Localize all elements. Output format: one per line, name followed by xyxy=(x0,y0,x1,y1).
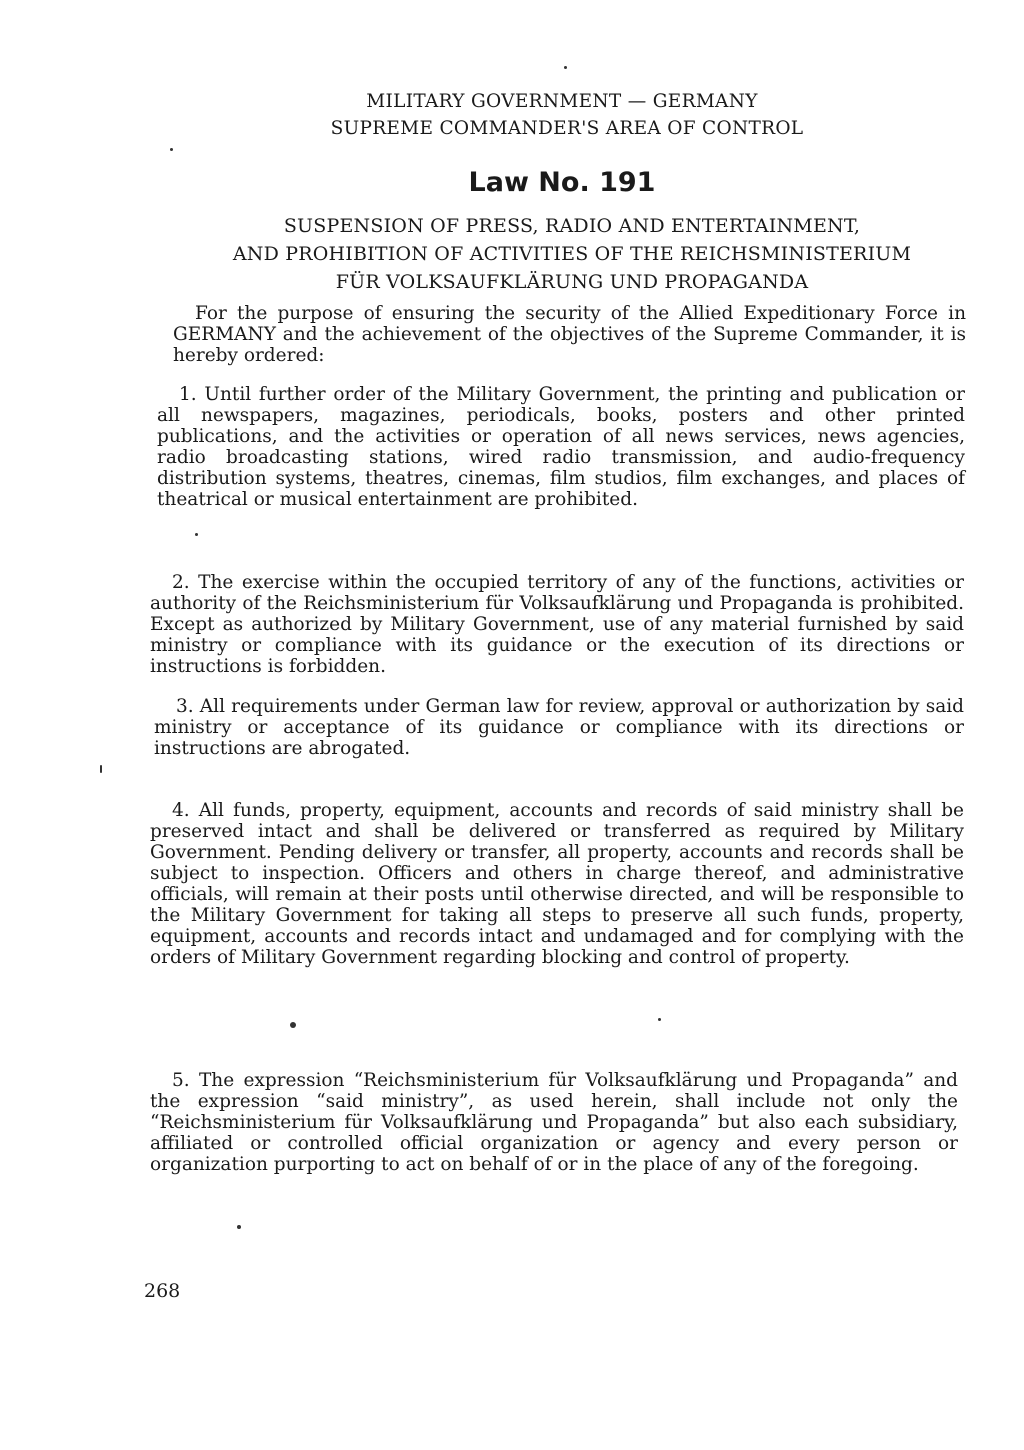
subtitle-line-1: SUSPENSION OF PRESS, RADIO AND ENTERTAINMENT, xyxy=(283,215,861,237)
header-line-2: SUPREME COMMANDER'S AREA OF CONTROL xyxy=(330,118,804,139)
scan-speck xyxy=(237,1225,241,1229)
subtitle-line-3: FÜR VOLKSAUFKLÄRUNG UND PROPAGANDA xyxy=(335,271,809,293)
section-3: 3. All requirements under German law for review, approval or authorization by said ministry or acceptance of its guidance or compliance with its directions or instructions are abrogated. xyxy=(154,696,964,759)
section-1: 1. Until further order of the Military Government, the printing and publication or all newspapers, magazines, periodicals, books, posters and other printed publications, and the activities or operation of all news services, news agencies, radio broadcasting stations, wired radio transmission, and audio-frequency distribution systems, theatres, cinemas, film studios, film exchanges, and places of theatrical or musical entertainment are prohibited. xyxy=(157,384,965,510)
section-4: 4. All funds, property, equipment, accounts and records of said ministry shall be preserved intact and shall be delivered or transferred as required by Military Government. Pending delivery or transfer, all property, accounts and records shall be subject to inspection. Officers and others in charge thereof, and administrative officials, will remain at their posts until otherwise directed, and will be responsible to the Military Government for taking all steps to preserve all such funds, property, equipment, accounts and records intact and undamaged and for complying with the orders of Military Government regarding blocking and control of property. xyxy=(150,800,964,968)
scan-speck xyxy=(195,533,198,536)
scan-speck xyxy=(658,1018,661,1021)
scan-speck xyxy=(170,148,173,151)
scan-speck xyxy=(290,1022,296,1028)
section-2: 2. The exercise within the occupied territory of any of the functions, activities or authority of the Reichsministerium für Volksaufklärung und Propaganda is prohibited. Except as authorized by Military Government, use of any material furnished by said ministry or compliance with its guidance or the execution of its directions or instructions is forbidden. xyxy=(150,572,964,677)
scan-speck xyxy=(564,66,567,69)
header-line-1: MILITARY GOVERNMENT — GERMANY xyxy=(366,91,758,112)
intro-paragraph: For the purpose of ensuring the security of the Allied Expeditionary Force in GERMANY and the achievement of the objectives of the Supreme Commander, it is hereby ordered: xyxy=(173,303,966,366)
page-number: 268 xyxy=(144,1280,181,1302)
section-5: 5. The expression “Reichsministerium für Volksaufklärung und Propaganda” and the expression “said ministry”, as used herein, shall include not only the “Reichsministerium für Volksaufklärung und Propaganda” but also each subsidiary, affiliated or controlled official organization or agency and every person or organization purporting to act on behalf of or in the place of any of the foregoing. xyxy=(150,1070,958,1175)
law-title: Law No. 191 xyxy=(468,167,656,198)
subtitle-line-2: AND PROHIBITION OF ACTIVITIES OF THE REICHSMINISTERIUM xyxy=(232,243,912,265)
scan-speck xyxy=(100,765,102,773)
